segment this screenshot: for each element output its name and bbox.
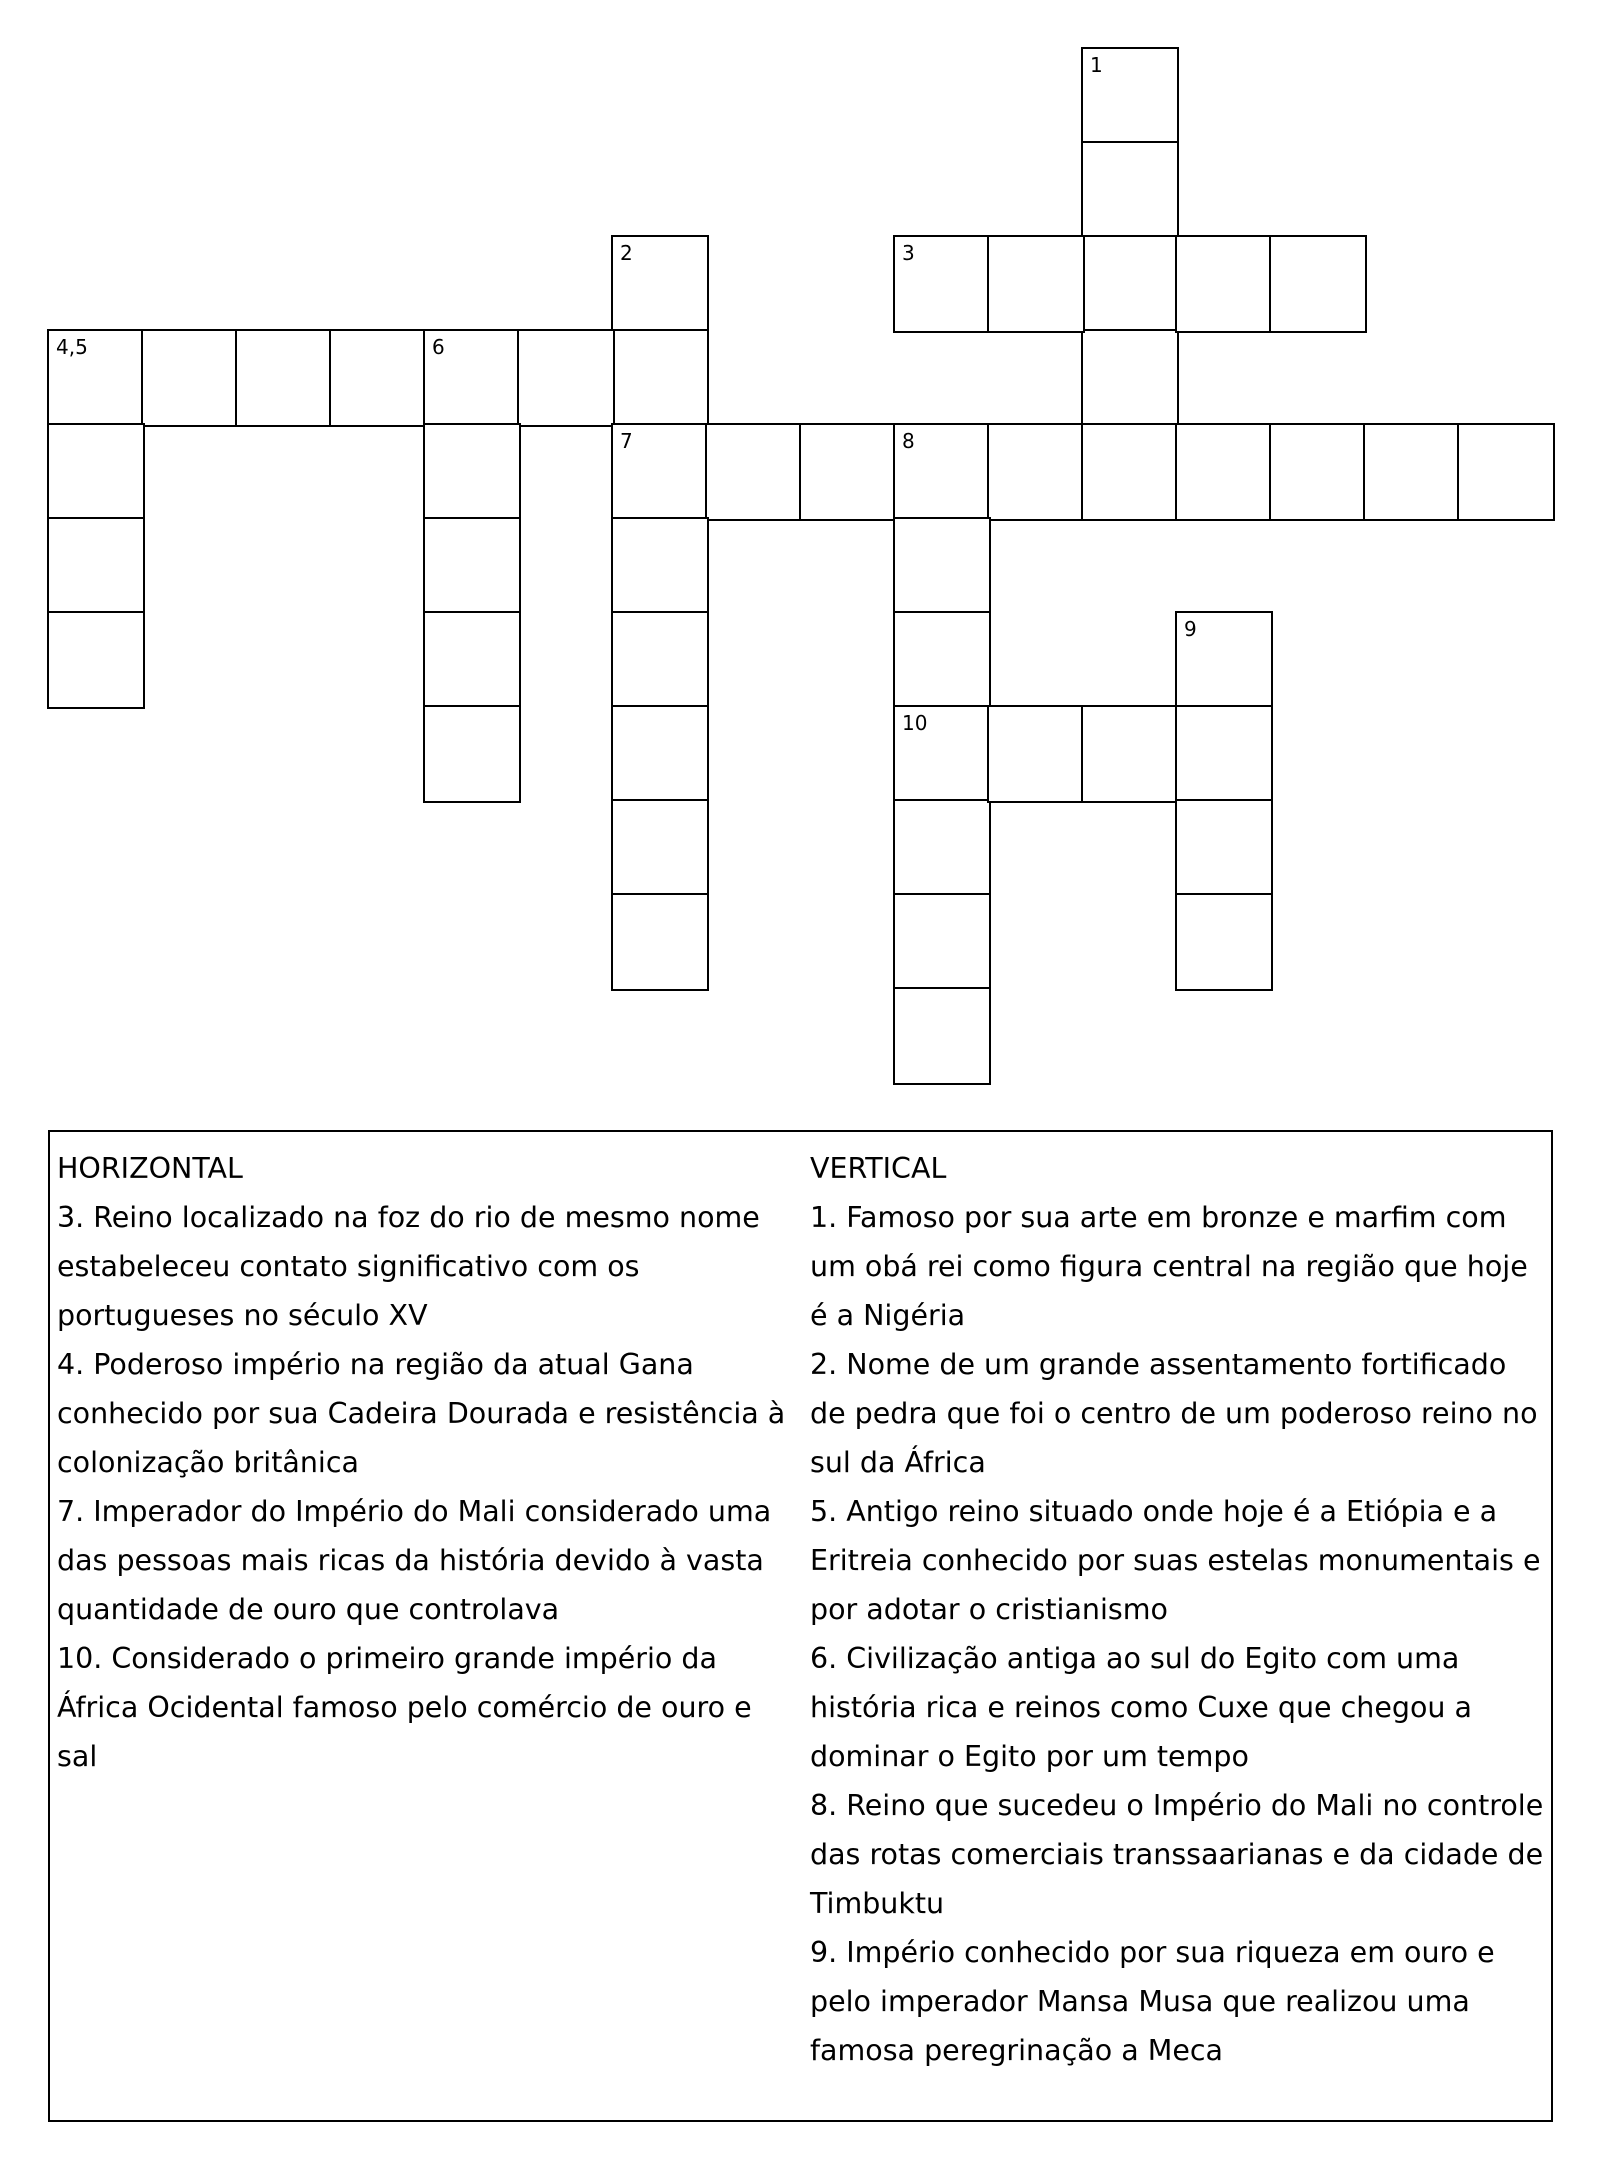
crossword-cell[interactable]: [423, 329, 521, 427]
crossword-cell[interactable]: [1175, 705, 1273, 803]
clue-horizontal-4: 4. Poderoso império na região da atual Gana conhecido por sua Cadeira Dourada e resistência à colonização britânica: [57, 1348, 786, 1479]
crossword-cell[interactable]: [893, 517, 991, 615]
clue-number: 8: [902, 429, 915, 453]
clue-number: 9: [1184, 617, 1197, 641]
crossword-cell[interactable]: [611, 329, 709, 427]
crossword-cell[interactable]: [235, 329, 333, 427]
crossword-cell[interactable]: [893, 705, 991, 803]
crossword-cell[interactable]: [893, 987, 991, 1085]
crossword-cell[interactable]: [987, 423, 1085, 521]
clue-number: 6: [432, 335, 445, 359]
crossword-cell[interactable]: [611, 517, 709, 615]
crossword-cell[interactable]: [893, 893, 991, 991]
crossword-cell[interactable]: [1081, 141, 1179, 239]
crossword-cell[interactable]: [893, 235, 991, 333]
crossword-cell[interactable]: [47, 329, 145, 427]
vertical-clues: [810, 1144, 1550, 2075]
clue-vertical-1: 1. Famoso por sua arte em bronze e marfim com um obá rei como figura central na região que hoje é a Nigéria: [810, 1201, 1528, 1332]
crossword-cell[interactable]: [1175, 235, 1273, 333]
crossword-cell[interactable]: [423, 705, 521, 803]
crossword-cell[interactable]: [1081, 47, 1179, 145]
crossword-cell[interactable]: [1269, 235, 1367, 333]
crossword-cell[interactable]: [1175, 611, 1273, 709]
horizontal-clues: [57, 1144, 797, 1781]
clue-vertical-5: 5. Antigo reino situado onde hoje é a Etiópia e a Eritreia conhecido por suas estelas monumentais e por adotar o cristianismo: [810, 1495, 1541, 1626]
crossword-cell[interactable]: [1457, 423, 1555, 521]
crossword-cell[interactable]: [611, 611, 709, 709]
crossword-cell[interactable]: [47, 517, 145, 615]
crossword-cell[interactable]: [987, 235, 1085, 333]
clue-vertical-2: 2. Nome de um grande assentamento fortificado de pedra que foi o centro de um poderoso reino no sul da África: [810, 1348, 1538, 1479]
crossword-cell[interactable]: [141, 329, 239, 427]
crossword-cell[interactable]: [1175, 799, 1273, 897]
crossword-cell[interactable]: [893, 799, 991, 897]
crossword-cell[interactable]: [1081, 423, 1179, 521]
clue-number: 2: [620, 241, 633, 265]
vertical-heading: VERTICAL: [810, 1152, 947, 1185]
crossword-cell[interactable]: [47, 423, 145, 521]
crossword-cell[interactable]: [611, 799, 709, 897]
crossword-cell[interactable]: [423, 611, 521, 709]
crossword-cell[interactable]: [1269, 423, 1367, 521]
horizontal-heading: HORIZONTAL: [57, 1152, 243, 1185]
clue-horizontal-10: 10. Considerado o primeiro grande império da África Ocidental famoso pelo comércio de ouro e sal: [57, 1642, 752, 1773]
crossword-cell[interactable]: [611, 705, 709, 803]
crossword-cell[interactable]: [423, 423, 521, 521]
crossword-cell[interactable]: [47, 611, 145, 709]
clue-number: 4,5: [56, 335, 88, 359]
crossword-cell[interactable]: [893, 423, 991, 521]
crossword-cell[interactable]: [611, 423, 709, 521]
clues-box: [48, 1130, 1553, 2122]
clue-horizontal-7: 7. Imperador do Império do Mali considerado uma das pessoas mais ricas da história devido à vasta quantidade de ouro que controlava: [57, 1495, 772, 1626]
clue-vertical-9: 9. Império conhecido por sua riqueza em ouro e pelo imperador Mansa Musa que realizou uma famosa peregrinação a Meca: [810, 1936, 1495, 2067]
crossword-cell[interactable]: [705, 423, 803, 521]
clue-vertical-8: 8. Reino que sucedeu o Império do Mali no controle das rotas comerciais transsaarianas e da cidade de Timbuktu: [810, 1789, 1544, 1920]
crossword-cell[interactable]: [611, 235, 709, 333]
crossword-cell[interactable]: [893, 611, 991, 709]
clue-vertical-6: 6. Civilização antiga ao sul do Egito com uma história rica e reinos como Cuxe que chegou a dominar o Egito por um tempo: [810, 1642, 1473, 1773]
crossword-cell[interactable]: [1081, 235, 1179, 333]
crossword-cell[interactable]: [987, 705, 1085, 803]
crossword-cell[interactable]: [329, 329, 427, 427]
crossword-cell[interactable]: [423, 517, 521, 615]
clue-number: 7: [620, 429, 633, 453]
crossword-cell[interactable]: [1175, 893, 1273, 991]
crossword-cell[interactable]: [611, 893, 709, 991]
crossword-cell[interactable]: [1363, 423, 1461, 521]
clue-number: 10: [902, 711, 928, 735]
crossword-cell[interactable]: [1175, 423, 1273, 521]
crossword-cell[interactable]: [799, 423, 897, 521]
crossword-cell[interactable]: [1081, 329, 1179, 427]
crossword-cell[interactable]: [1081, 705, 1179, 803]
clue-horizontal-3: 3. Reino localizado na foz do rio de mesmo nome estabeleceu contato significativo com os portugueses no século XV: [57, 1201, 760, 1332]
crossword-cell[interactable]: [517, 329, 615, 427]
clue-number: 1: [1090, 53, 1103, 77]
clue-number: 3: [902, 241, 915, 265]
